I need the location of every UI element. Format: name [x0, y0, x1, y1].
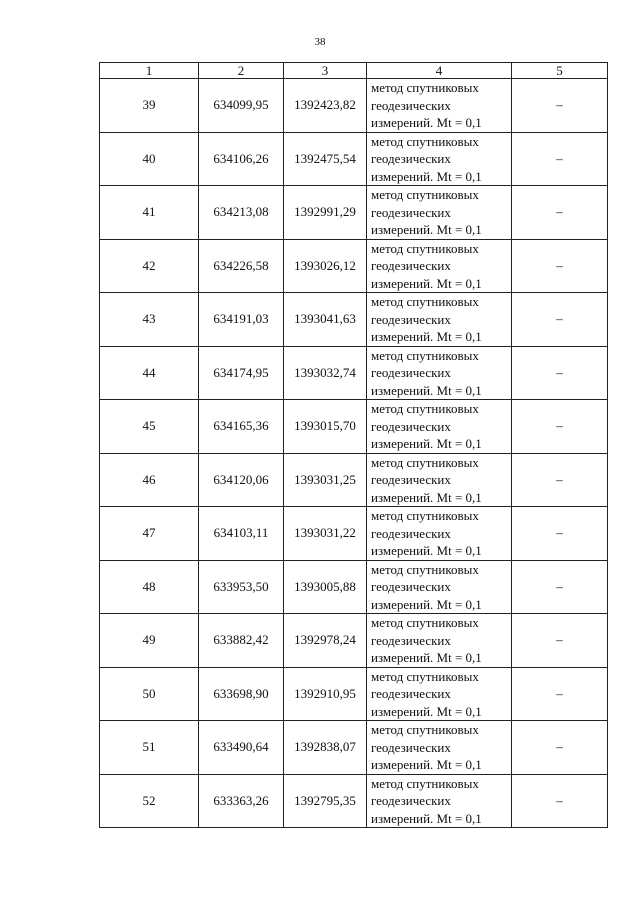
method-text-line: геодезических: [371, 151, 451, 166]
column-header: 2: [199, 63, 284, 79]
point-number-cell: 41: [100, 186, 199, 240]
x-coordinate-cell: 633363,26: [199, 774, 284, 828]
column-5-cell: –: [512, 560, 608, 614]
x-coordinate-cell: 633953,50: [199, 560, 284, 614]
x-coordinate-cell: 634174,95: [199, 346, 284, 400]
x-coordinate-cell: 634165,36: [199, 400, 284, 454]
x-coordinate-cell: 633698,90: [199, 667, 284, 721]
method-text-line: измерений. Mt = 0,1: [371, 810, 482, 826]
method-cell: [367, 507, 512, 561]
table-row: [100, 186, 608, 240]
method-text-line: метод спутниковых: [371, 454, 479, 470]
method-text-line: геодезических: [371, 97, 451, 113]
y-coordinate-cell: 1393032,74: [284, 346, 367, 400]
method-text-line: измерений. Mt = 0,1: [371, 115, 482, 130]
point-number-cell: 44: [100, 346, 199, 400]
column-5-cell: –: [512, 400, 608, 454]
method-text-line: геодезических: [371, 632, 451, 648]
y-coordinate-cell: 1393031,22: [284, 507, 367, 561]
column-5-cell: –: [512, 132, 608, 186]
method-text-line: метод спутниковых: [371, 561, 479, 577]
method-cell: [367, 774, 512, 828]
point-number-cell: 49: [100, 614, 199, 668]
method-text-line: геодезических: [371, 258, 451, 273]
method-text-line: измерений. Mt = 0,1: [371, 596, 482, 612]
x-coordinate-cell: 634099,95: [199, 79, 284, 133]
x-coordinate-cell: 634213,08: [199, 186, 284, 240]
method-text-line: измерений. Mt = 0,1: [371, 382, 482, 398]
method-text-line: метод спутниковых: [371, 133, 479, 149]
y-coordinate-cell: 1393041,63: [284, 293, 367, 347]
method-text-line: измерений. Mt = 0,1: [371, 436, 482, 451]
method-text-line: измерений. Mt = 0,1: [371, 757, 482, 772]
column-5-cell: –: [512, 346, 608, 400]
method-text-line: измерений. Mt = 0,1: [371, 275, 482, 291]
point-number-cell: 39: [100, 79, 199, 133]
point-number-cell: 52: [100, 774, 199, 828]
method-text-line: измерений. Mt = 0,1: [371, 329, 482, 344]
table-row: [100, 79, 608, 133]
y-coordinate-cell: 1392910,95: [284, 667, 367, 721]
point-number-cell: 50: [100, 667, 199, 721]
y-coordinate-cell: 1392978,24: [284, 614, 367, 668]
table-body: [100, 79, 608, 828]
header-row: [100, 63, 608, 79]
x-coordinate-cell: 634103,11: [199, 507, 284, 561]
y-coordinate-cell: 1392423,82: [284, 79, 367, 133]
method-cell: [367, 239, 512, 293]
method-text-line: метод спутниковых: [371, 240, 479, 256]
x-coordinate-cell: 634106,26: [199, 132, 284, 186]
table-row: [100, 239, 608, 293]
method-text-line: геодезических: [371, 472, 451, 487]
table-row: [100, 667, 608, 721]
y-coordinate-cell: 1392991,29: [284, 186, 367, 240]
column-5-cell: –: [512, 239, 608, 293]
method-text-line: геодезических: [371, 686, 451, 701]
coordinates-table: [99, 62, 608, 828]
method-cell: [367, 721, 512, 775]
column-header: 1: [100, 63, 199, 79]
y-coordinate-cell: 1393026,12: [284, 239, 367, 293]
point-number-cell: 47: [100, 507, 199, 561]
table-row: [100, 400, 608, 454]
x-coordinate-cell: 634226,58: [199, 239, 284, 293]
method-cell: [367, 400, 512, 454]
point-number-cell: 42: [100, 239, 199, 293]
point-number-cell: 51: [100, 721, 199, 775]
point-number-cell: 45: [100, 400, 199, 454]
table-row: [100, 507, 608, 561]
column-5-cell: –: [512, 79, 608, 133]
method-text-line: метод спутниковых: [371, 187, 479, 202]
method-text-line: метод спутниковых: [371, 80, 479, 95]
y-coordinate-cell: 1393005,88: [284, 560, 367, 614]
column-5-cell: –: [512, 667, 608, 721]
method-text-line: геодезических: [371, 311, 451, 327]
y-coordinate-cell: 1392838,07: [284, 721, 367, 775]
method-text-line: метод спутниковых: [371, 508, 479, 523]
x-coordinate-cell: 634120,06: [199, 453, 284, 507]
point-number-cell: 43: [100, 293, 199, 347]
y-coordinate-cell: 1393015,70: [284, 400, 367, 454]
table-row: [100, 774, 608, 828]
table-row: [100, 293, 608, 347]
method-cell: [367, 186, 512, 240]
point-number-cell: 46: [100, 453, 199, 507]
method-cell: [367, 667, 512, 721]
method-text-line: измерений. Mt = 0,1: [371, 543, 482, 558]
method-text-line: геодезических: [371, 579, 451, 594]
method-text-line: метод спутниковых: [371, 722, 479, 737]
y-coordinate-cell: 1392795,35: [284, 774, 367, 828]
method-cell: [367, 453, 512, 507]
method-text-line: измерений. Mt = 0,1: [371, 222, 482, 237]
x-coordinate-cell: 633882,42: [199, 614, 284, 668]
method-cell: [367, 614, 512, 668]
table-row: [100, 453, 608, 507]
page-number: 38: [314, 36, 326, 48]
table-row: [100, 721, 608, 775]
column-header: 4: [367, 63, 512, 79]
x-coordinate-cell: 633490,64: [199, 721, 284, 775]
table-row: [100, 346, 608, 400]
column-5-cell: –: [512, 614, 608, 668]
column-5-cell: –: [512, 507, 608, 561]
point-number-cell: 48: [100, 560, 199, 614]
column-5-cell: –: [512, 293, 608, 347]
method-cell: [367, 346, 512, 400]
point-number-cell: 40: [100, 132, 199, 186]
method-cell: [367, 293, 512, 347]
method-text-line: метод спутниковых: [371, 668, 479, 684]
method-text-line: измерений. Mt = 0,1: [371, 168, 482, 184]
method-text-line: геодезических: [371, 418, 451, 434]
method-text-line: геодезических: [371, 739, 451, 755]
method-cell: [367, 79, 512, 133]
method-text-line: измерений. Mt = 0,1: [371, 489, 482, 505]
method-text-line: метод спутниковых: [371, 775, 479, 791]
column-header: 5: [512, 63, 608, 79]
method-text-line: геодезических: [371, 793, 451, 808]
table-row: [100, 560, 608, 614]
x-coordinate-cell: 634191,03: [199, 293, 284, 347]
method-cell: [367, 560, 512, 614]
method-text-line: метод спутниковых: [371, 401, 479, 416]
method-text-line: измерений. Mt = 0,1: [371, 703, 482, 719]
method-text-line: геодезических: [371, 204, 451, 220]
y-coordinate-cell: 1392475,54: [284, 132, 367, 186]
method-text-line: измерений. Mt = 0,1: [371, 650, 482, 665]
method-text-line: геодезических: [371, 525, 451, 541]
method-text-line: метод спутниковых: [371, 615, 479, 630]
y-coordinate-cell: 1393031,25: [284, 453, 367, 507]
column-5-cell: –: [512, 453, 608, 507]
method-text-line: метод спутниковых: [371, 347, 479, 363]
table-row: [100, 614, 608, 668]
column-5-cell: –: [512, 774, 608, 828]
table-row: [100, 132, 608, 186]
column-header: 3: [284, 63, 367, 79]
column-5-cell: –: [512, 186, 608, 240]
column-5-cell: –: [512, 721, 608, 775]
method-text-line: геодезических: [371, 365, 451, 380]
method-text-line: метод спутниковых: [371, 294, 479, 309]
method-cell: [367, 132, 512, 186]
